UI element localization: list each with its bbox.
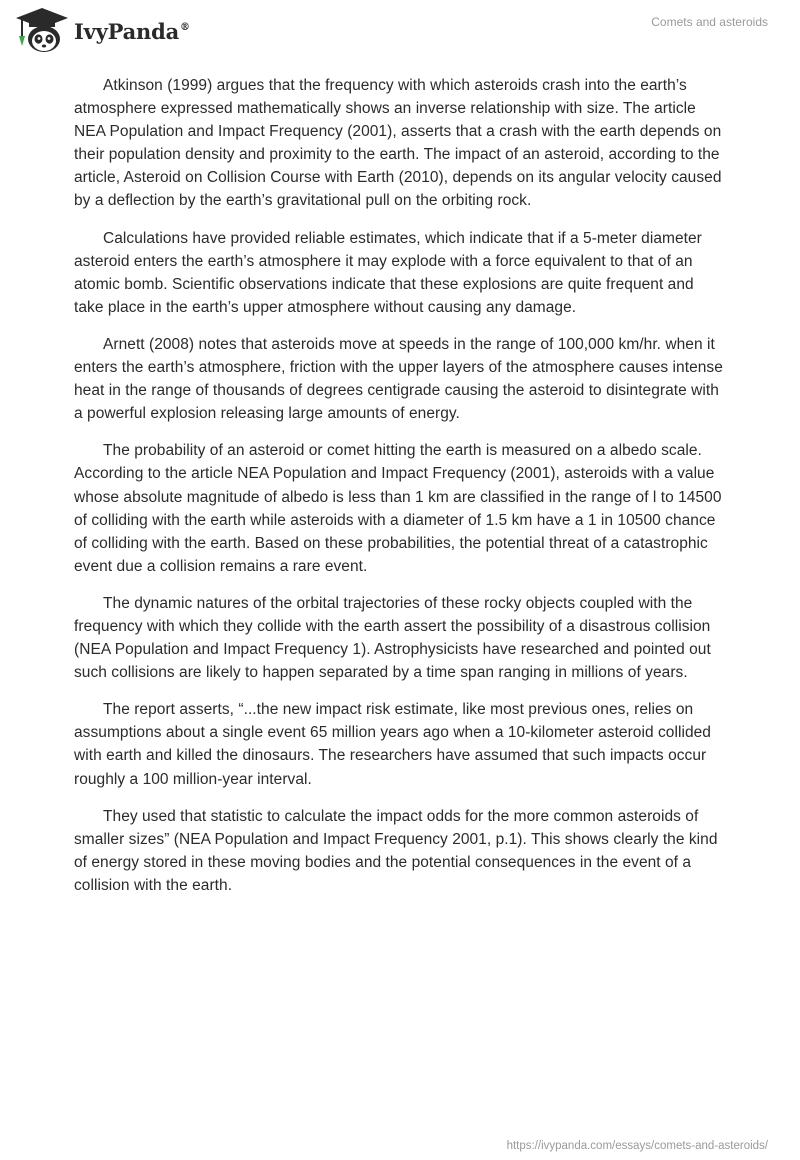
- page-header: [0, 0, 800, 62]
- panda-graduate-icon: [14, 6, 70, 54]
- paragraph: Atkinson (1999) argues that the frequency with which asteroids crash into the earth’s atmosphere expressed mathematically shows an inverse relationship with size. The article NEA Population and Impact Frequency (2001), asserts that a crash with the earth depends on their population density and proximity to the earth. The impact of an asteroid, according to the article, Asteroid on Collision Course with Earth (2010), depends on its angular velocity caused by a deflection by the earth’s gravitational pull on the orbiting rock.: [74, 77, 722, 210]
- paragraph: They used that statistic to calculate the impact odds for the more common asteroids of smaller sizes” (NEA Population and Impact Frequency 2001, p.1). This shows clearly the kind of energy stored in these moving bodies and the potential consequences in the event of a collision with the earth.: [74, 807, 718, 894]
- paragraph: The dynamic natures of the orbital trajectories of these rocky objects coupled with the frequency with which they collide with the earth assert the possibility of a disastrous collision (NEA Population and Impact Frequency 1). Astrophysicists have researched and pointed out such collisions are likely to happen separated by a time span ranging in millions of years.: [74, 594, 711, 682]
- paragraph: Calculations have provided reliable estimates, which indicate that if a 5-meter diameter asteroid enters the earth’s atmosphere it may explode with a force equivalent to that of an atomic bomb. Scientific observations indicate that these explosions are quite frequent and take place in the earth’s upper atmosphere without causing any damage.: [74, 229, 702, 316]
- source-url-link[interactable]: https://ivypanda.com/essays/comets-and-asteroids/: [506, 1140, 768, 1152]
- running-title: Comets and asteroids: [651, 15, 768, 29]
- paragraph: Arnett (2008) notes that asteroids move at speeds in the range of 100,000 km/hr. when it enters the earth’s atmosphere, friction with the upper layers of the atmosphere causes intense heat in the range of thousands of degrees centigrade causing the asteroid to disintegrate with a powerful explosion releasing large amounts of energy.: [74, 335, 723, 423]
- essay-body: [74, 74, 726, 911]
- paragraph: The probability of an asteroid or comet hitting the earth is measured on a albedo scale. According to the article NEA Population and Impact Frequency (2001), asteroids with a value whose absolute magnitude of albedo is less than 1 km are classified in the range of l to 14500 of colliding with the earth while asteroids with a diameter of 1.5 km have a 1 in 10500 chance of colliding with the earth. Based on these probabilities, the potential threat of a catastrophic event due a collision remains a rare event.: [74, 442, 722, 575]
- registered-mark: ®: [180, 21, 190, 33]
- brand-logo[interactable]: [14, 6, 190, 54]
- paragraph: The report asserts, “...the new impact risk estimate, like most previous ones, relies on assumptions about a single event 65 million years ago when a 10-kilometer asteroid collided with earth and killed the dinosaurs. The researchers have assumed that such impacts occur roughly a 100 million-year interval.: [74, 701, 711, 788]
- brand-name: IvyPanda®: [74, 18, 190, 44]
